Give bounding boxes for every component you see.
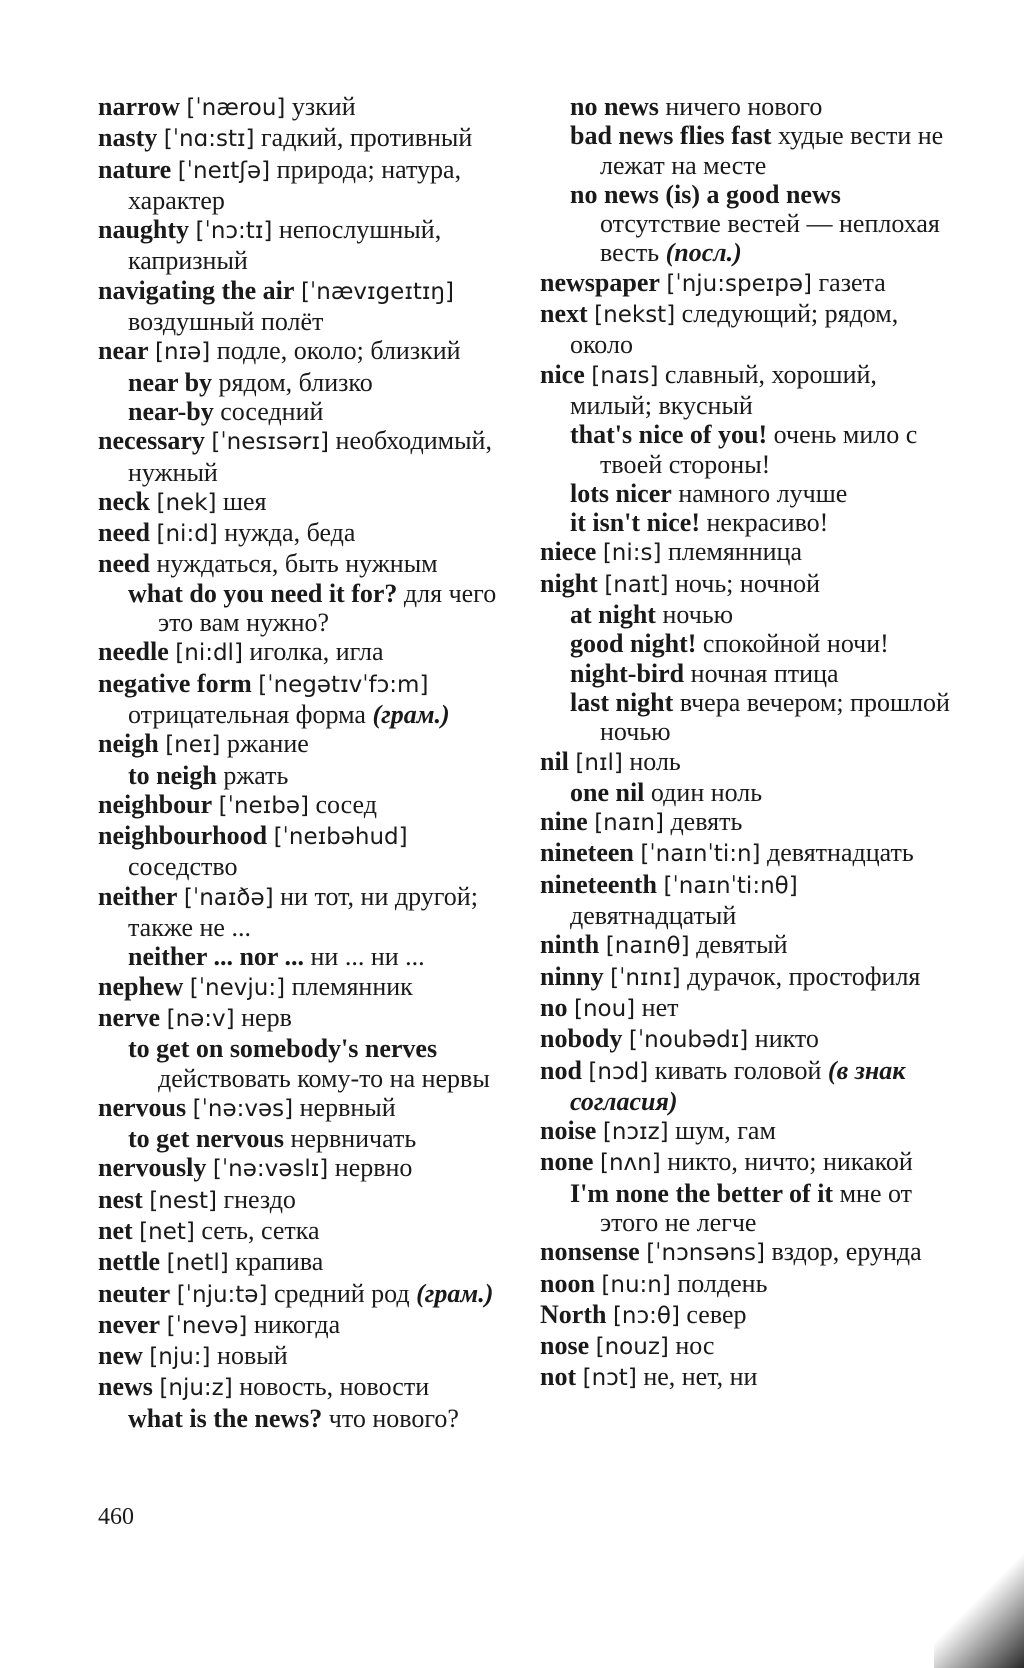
- usage-note: (в знак согласия): [570, 1055, 906, 1116]
- transcription: [nɪə]: [155, 339, 211, 366]
- dictionary-entry: [540, 537, 960, 568]
- headword: never: [98, 1309, 161, 1339]
- translation: ноль: [629, 746, 681, 776]
- dictionary-subentry: [98, 1124, 516, 1153]
- transcription: [ˈnju:tə]: [176, 1281, 268, 1308]
- transcription: [nɪl]: [575, 749, 623, 776]
- translation: никто: [754, 1024, 819, 1054]
- translation: ни ... ни ...: [310, 942, 425, 972]
- translation: сосед: [315, 789, 377, 819]
- dictionary-entry: [540, 1147, 960, 1178]
- headword: newspaper: [540, 267, 660, 297]
- transcription: [nek]: [156, 489, 217, 516]
- headword: night-bird: [570, 658, 685, 688]
- translation: кивать головой: [654, 1055, 822, 1085]
- headword: to get nervous: [128, 1124, 284, 1154]
- dictionary-entry: [540, 1331, 960, 1362]
- dictionary-entry: [540, 1269, 960, 1300]
- transcription: [naɪt]: [604, 571, 669, 598]
- translation: соседний: [220, 396, 324, 426]
- dictionary-entry: [540, 930, 960, 961]
- translation: нервный: [299, 1092, 396, 1122]
- headword: narrow: [98, 92, 180, 121]
- headword: none: [540, 1147, 594, 1177]
- translation: узкий: [291, 92, 356, 121]
- translation: непослушный, капризный: [128, 215, 442, 276]
- translation: нос: [675, 1331, 715, 1361]
- dictionary-entry: [98, 1093, 516, 1124]
- headword: negative form: [98, 668, 252, 698]
- headword: at night: [570, 600, 656, 630]
- dictionary-entry: [98, 1310, 516, 1341]
- headword: neither ... nor ...: [128, 942, 304, 972]
- translation: славный, хороший, милый; вкусный: [570, 359, 877, 420]
- headword: lots nicer: [570, 478, 672, 508]
- transcription: [nou]: [573, 995, 636, 1022]
- dictionary-entry: [540, 1116, 960, 1147]
- transcription: [nju:z]: [159, 1375, 233, 1402]
- headword: last night: [570, 687, 674, 717]
- right-column: [540, 92, 960, 1394]
- translation: ночь; ночной: [675, 568, 821, 598]
- dictionary-subentry: [540, 479, 960, 508]
- translation: один ноль: [650, 777, 763, 807]
- headword: nettle: [98, 1247, 161, 1277]
- dictionary-entry: [98, 215, 516, 276]
- transcription: [nə:v]: [166, 1005, 235, 1032]
- dictionary-entry: [98, 729, 516, 760]
- dictionary-entry: [98, 669, 516, 730]
- translation: ржать: [223, 760, 289, 790]
- headword: nineteenth: [540, 869, 657, 899]
- translation: для чего это вам нужно?: [158, 578, 497, 638]
- translation: шум, гам: [675, 1116, 776, 1146]
- translation: девятнадцатый: [570, 901, 737, 931]
- headword: North: [540, 1299, 607, 1329]
- headword: that's nice of you!: [570, 420, 768, 450]
- headword: nod: [540, 1055, 582, 1085]
- translation: отсутствие вестей — неплохая весть: [600, 209, 940, 268]
- usage-note: (посл.): [665, 238, 742, 268]
- headword: net: [98, 1215, 133, 1245]
- dictionary-entry: [540, 993, 960, 1024]
- dictionary-subentry: [98, 1404, 516, 1433]
- headword: navigating the air: [98, 275, 295, 305]
- headword: neuter: [98, 1278, 171, 1308]
- dictionary-subentry: [98, 368, 516, 397]
- headword: naughty: [98, 215, 190, 245]
- transcription: [nekst]: [594, 302, 676, 329]
- dictionary-subentry: [540, 180, 960, 268]
- headword: no: [540, 992, 568, 1022]
- dictionary-entry: [98, 1279, 516, 1310]
- translation: нервно: [334, 1153, 413, 1183]
- dictionary-subentry: [98, 761, 516, 790]
- transcription: [ni:dl]: [175, 640, 243, 667]
- dictionary-entry: [98, 1341, 516, 1372]
- headword: neigh: [98, 729, 159, 759]
- translation: племянник: [291, 971, 413, 1001]
- dictionary-entry: [98, 1003, 516, 1034]
- transcription: [ˈnævɪgeɪtɪŋ]: [300, 278, 454, 305]
- transcription: [ˈnɔ:tɪ]: [195, 218, 273, 245]
- translation: гнездо: [223, 1184, 296, 1214]
- transcription: [ˈnaɪðə]: [183, 884, 274, 911]
- dictionary-entry: [98, 276, 516, 337]
- transcription: [ˈnaɪnˈti:n]: [640, 841, 761, 868]
- translation: девять: [670, 807, 743, 837]
- headword: near by: [128, 367, 213, 397]
- transcription: [naɪnθ]: [605, 933, 690, 960]
- headword: need: [98, 518, 150, 548]
- headword: nil: [540, 746, 569, 776]
- translation: ночная птица: [690, 658, 839, 688]
- translation: следующий; рядом, около: [570, 299, 899, 360]
- headword: nasty: [98, 123, 158, 153]
- headword: nervous: [98, 1092, 187, 1122]
- dictionary-entry: [98, 123, 516, 154]
- translation: отрицательная форма: [128, 699, 366, 729]
- translation: намного лучше: [678, 478, 848, 508]
- headword: new: [98, 1341, 143, 1371]
- headword: nervously: [98, 1153, 207, 1183]
- dictionary-entry: [540, 569, 960, 600]
- headword: nonsense: [540, 1237, 640, 1267]
- translation: ночью: [662, 600, 734, 630]
- dictionary-entry: [98, 549, 516, 578]
- usage-note: (грам.): [372, 699, 450, 729]
- headword: night: [540, 568, 598, 598]
- transcription: [nu:n]: [601, 1271, 671, 1298]
- translation: нерв: [241, 1002, 292, 1032]
- transcription: [ˈnegətɪvˈfɔ:m]: [258, 671, 429, 698]
- headword: to get on somebody's nerves: [128, 1034, 438, 1064]
- headword: nobody: [540, 1024, 623, 1054]
- transcription: [nest]: [149, 1187, 217, 1214]
- transcription: [naɪs]: [591, 362, 659, 389]
- dictionary-subentry: [540, 420, 960, 479]
- transcription: [ˈnærou]: [186, 95, 286, 121]
- dictionary-entry: [98, 972, 516, 1003]
- headword: next: [540, 299, 588, 329]
- translation: дурачок, простофиля: [687, 961, 921, 991]
- headword: nose: [540, 1331, 590, 1361]
- translation: необходимый, нужный: [128, 426, 492, 487]
- dictionary-entry: [98, 155, 516, 216]
- headword: neighbourhood: [98, 821, 268, 851]
- transcription: [ˈnoubədɪ]: [628, 1027, 749, 1054]
- headword: neither: [98, 881, 178, 911]
- translation: воздушный полёт: [128, 307, 324, 337]
- transcription: [ˈnə:vəs]: [192, 1095, 294, 1122]
- dictionary-entry: [98, 336, 516, 367]
- dictionary-entry: [540, 268, 960, 299]
- usage-note: (грам.): [416, 1278, 494, 1308]
- headword: no news (is) a good news: [570, 179, 841, 209]
- translation: ничего нового: [665, 92, 823, 121]
- headword: nine: [540, 807, 588, 837]
- transcription: [nɔ:θ]: [612, 1302, 680, 1329]
- dictionary-entry: [540, 838, 960, 869]
- dictionary-entry: [98, 1216, 516, 1247]
- translation: рядом, близко: [218, 367, 373, 397]
- dictionary-entry: [98, 426, 516, 487]
- translation: соседство: [128, 852, 238, 882]
- dictionary-entry: [540, 299, 960, 360]
- translation: новость, новости: [239, 1372, 430, 1402]
- translation: нужда, беда: [224, 518, 356, 548]
- headword: I'm none the better of it: [570, 1178, 834, 1208]
- dictionary-entry: [540, 870, 960, 931]
- dictionary-subentry: [540, 659, 960, 688]
- dictionary-entry: [98, 821, 516, 882]
- dictionary-entry: [98, 1153, 516, 1184]
- transcription: [ni:d]: [156, 521, 218, 548]
- transcription: [ˈnɪnɪ]: [610, 964, 681, 991]
- headword: no news: [570, 92, 659, 121]
- translation: ржание: [226, 729, 309, 759]
- transcription: [ˈnɑ:stɪ]: [163, 126, 255, 153]
- headword: nineteen: [540, 838, 634, 868]
- translation: племянница: [667, 537, 803, 567]
- headword: ninny: [540, 961, 604, 991]
- translation: газета: [818, 267, 886, 297]
- dictionary-entry: [98, 518, 516, 549]
- dictionary-subentry: [98, 1034, 516, 1093]
- transcription: [ˈnə:vəslɪ]: [212, 1156, 329, 1183]
- translation: спокойной ночи!: [702, 629, 889, 659]
- headword: to neigh: [128, 760, 217, 790]
- headword: near: [98, 336, 149, 366]
- translation: средний род: [273, 1278, 410, 1308]
- headword: it isn't nice!: [570, 508, 700, 538]
- dictionary-entry: [540, 747, 960, 778]
- dictionary-subentry: [540, 508, 960, 537]
- translation: что нового?: [328, 1403, 459, 1433]
- headword: noon: [540, 1268, 595, 1298]
- dictionary-subentry: [540, 121, 960, 180]
- transcription: [ˈneɪtʃə]: [177, 157, 271, 184]
- transcription: [nouz]: [595, 1334, 669, 1361]
- transcription: [neɪ]: [165, 732, 221, 759]
- headword: bad news flies fast: [570, 121, 772, 151]
- headword: what do you need it for?: [128, 578, 398, 608]
- translation: шея: [223, 486, 267, 516]
- headword: nerve: [98, 1002, 161, 1032]
- headword: niece: [540, 537, 597, 567]
- translation: крапива: [235, 1247, 324, 1277]
- dictionary-entry: [540, 360, 960, 421]
- dictionary-entry: [98, 882, 516, 943]
- transcription: [nɔt]: [582, 1365, 637, 1392]
- translation: некрасиво!: [706, 508, 829, 538]
- transcription: [ˈnesɪsərɪ]: [211, 429, 330, 456]
- translation: сеть, сетка: [201, 1215, 320, 1245]
- dictionary-entry: [98, 1372, 516, 1403]
- dictionary-subentry: [540, 629, 960, 658]
- translation: иголка, игла: [249, 637, 384, 667]
- dictionary-entry: [540, 1237, 960, 1268]
- dictionary-entry: [98, 92, 516, 123]
- translation: нервничать: [290, 1124, 417, 1154]
- transcription: [nʌn]: [599, 1150, 661, 1177]
- translation: север: [686, 1299, 747, 1329]
- transcription: [net]: [139, 1218, 195, 1245]
- translation: вздор, ерунда: [771, 1237, 922, 1267]
- transcription: [ni:s]: [602, 540, 662, 567]
- translation: подле, около; близкий: [216, 336, 461, 366]
- headword: neighbour: [98, 789, 213, 819]
- page-number: 460: [98, 1504, 134, 1530]
- translation: худые вести не лежат на месте: [600, 121, 944, 180]
- transcription: [ˈnevju:]: [189, 974, 286, 1001]
- headword: one nil: [570, 777, 645, 807]
- translation: ни тот, ни другой; также не ...: [128, 881, 478, 943]
- headword: news: [98, 1372, 153, 1402]
- headword: nest: [98, 1184, 143, 1214]
- transcription: [ˈnaɪnˈti:nθ]: [663, 872, 798, 899]
- dictionary-subentry: [540, 600, 960, 629]
- headword: what is the news?: [128, 1403, 323, 1433]
- translation: полдень: [677, 1268, 768, 1298]
- headword: ninth: [540, 930, 600, 960]
- dictionary-entry: [540, 1362, 960, 1393]
- dictionary-subentry: [540, 778, 960, 807]
- dictionary-entry: [98, 1185, 516, 1216]
- dictionary-entry: [98, 487, 516, 518]
- translation: мне от этого не легче: [600, 1178, 913, 1237]
- dictionary-entry: [540, 962, 960, 993]
- headword: nice: [540, 359, 585, 389]
- transcription: [ˈnɔnsəns]: [646, 1240, 765, 1267]
- dictionary-subentry: [98, 397, 516, 426]
- page-corner-shadow: [934, 1548, 1024, 1668]
- transcription: [nju:]: [149, 1344, 211, 1371]
- transcription: [nɔɪz]: [602, 1119, 669, 1146]
- headword: good night!: [570, 629, 697, 659]
- headword: nephew: [98, 971, 184, 1001]
- transcription: [ˈnju:speɪpə]: [666, 270, 812, 297]
- dictionary-entry: [540, 1056, 960, 1117]
- transcription: [netl]: [166, 1250, 229, 1277]
- translation: действовать кому-то на нервы: [158, 1063, 490, 1093]
- transcription: [ˈnevə]: [166, 1312, 248, 1339]
- transcription: [ˈneɪbəhud]: [273, 824, 408, 851]
- dictionary-subentry: [540, 92, 960, 121]
- dictionary-entry: [540, 1024, 960, 1055]
- translation: новый: [217, 1341, 288, 1371]
- dictionary-subentry: [98, 942, 516, 971]
- translation: вчера вечером; прошлой ночью: [600, 687, 950, 747]
- translation: не, нет, ни: [643, 1362, 758, 1392]
- left-column: [98, 92, 516, 1433]
- transcription: [naɪn]: [594, 810, 664, 837]
- translation: нуждаться, быть нужным: [156, 549, 438, 579]
- headword: need: [98, 549, 150, 579]
- dictionary-entry: [540, 1300, 960, 1331]
- dictionary-subentry: [540, 688, 960, 747]
- translation: очень мило с твоей стороны!: [600, 420, 918, 479]
- dictionary-entry: [98, 790, 516, 821]
- headword: nature: [98, 154, 172, 184]
- translation: девятнадцать: [767, 838, 914, 868]
- transcription: [nɔd]: [588, 1058, 649, 1085]
- transcription: [ˈneɪbə]: [218, 792, 309, 819]
- translation: никто, ничто; никакой: [667, 1147, 913, 1177]
- dictionary-entry: [98, 1247, 516, 1278]
- translation: гадкий, противный: [261, 123, 473, 153]
- headword: needle: [98, 637, 169, 667]
- translation: девятый: [696, 930, 788, 960]
- translation: нет: [641, 992, 679, 1022]
- translation: никогда: [253, 1309, 341, 1339]
- dictionary-entry: [98, 637, 516, 668]
- headword: necessary: [98, 426, 205, 456]
- dictionary-subentry: [98, 579, 516, 638]
- headword: neck: [98, 486, 150, 516]
- dictionary-subentry: [540, 1179, 960, 1238]
- headword: noise: [540, 1116, 597, 1146]
- translation: природа; натура, характер: [128, 154, 462, 215]
- headword: not: [540, 1362, 577, 1392]
- headword: near-by: [128, 396, 214, 426]
- dictionary-entry: [540, 807, 960, 838]
